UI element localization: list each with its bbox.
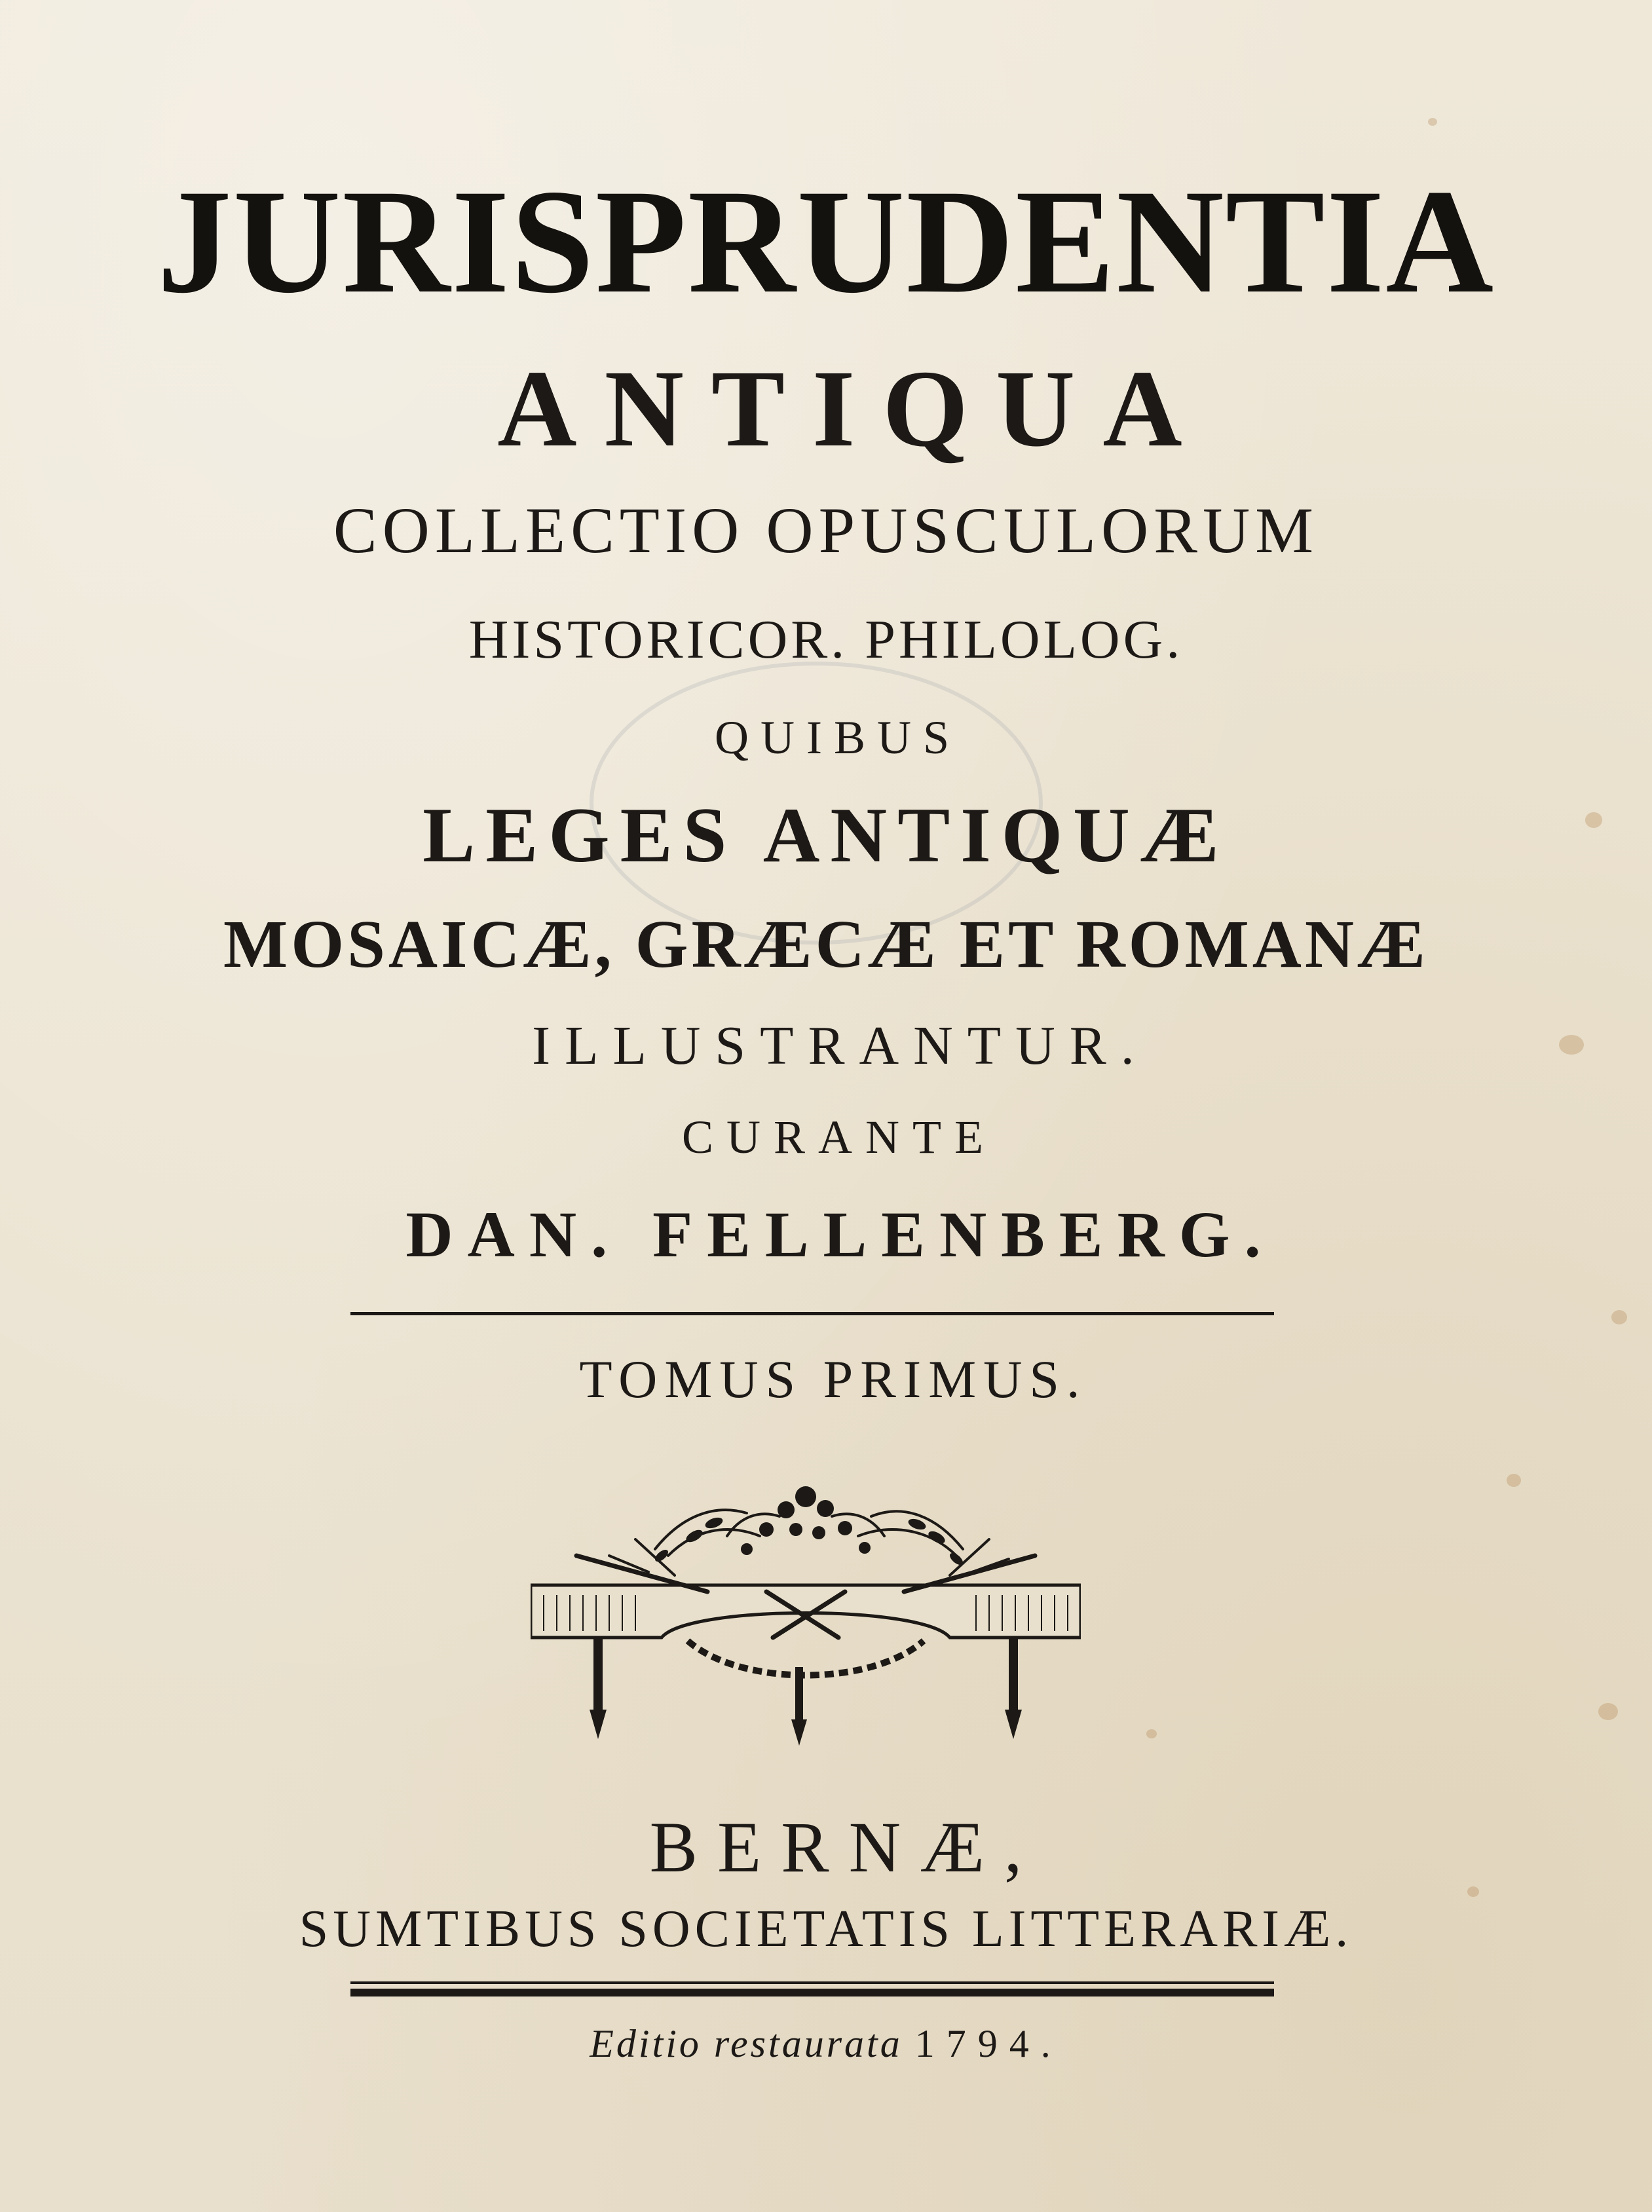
double-rule	[350, 1981, 1274, 1997]
quibus-line: QUIBUS	[714, 711, 962, 764]
author-name: DAN. FELLENBERG.	[405, 1198, 1275, 1271]
imprint-place: BERNÆ,	[649, 1807, 1042, 1887]
imprint-publisher: SUMTIBUS SOCIETATIS LITTERARIÆ.	[299, 1900, 1353, 1958]
foxing-spot	[1598, 1703, 1618, 1720]
foxing-spot	[1611, 1310, 1627, 1324]
edition-year: 1794.	[914, 2022, 1062, 2065]
double-rule-thin	[350, 1981, 1274, 1984]
divider-rule	[350, 1312, 1274, 1315]
collectio-line: COLLECTIO OPUSCULORUM	[333, 494, 1319, 567]
mosaicae-line: MOSAICÆ, GRÆCÆ ET ROMANÆ	[223, 907, 1429, 982]
volume-label: TOMUS PRIMUS.	[579, 1349, 1087, 1409]
curante-line: CURANTE	[682, 1111, 996, 1163]
foxing-spot	[1507, 1474, 1521, 1487]
foxing-spot	[1146, 1729, 1157, 1738]
foxing-spot	[1428, 118, 1437, 126]
title-subtitle: ANTIQUA	[497, 348, 1210, 470]
double-rule-thick	[350, 1989, 1274, 1996]
leges-line: LEGES ANTIQUÆ	[422, 791, 1230, 878]
foxing-spot	[1467, 1886, 1479, 1897]
title: JURISPRUDENTIA	[157, 159, 1495, 324]
illustrantur-line: ILLUSTRANTUR.	[532, 1015, 1149, 1076]
edition-line	[0, 2024, 1652, 2063]
ornamental-vignette-icon	[531, 1477, 1081, 1752]
historicor-line: HISTORICOR. PHILOLOG.	[468, 609, 1184, 670]
edition-text: Editio restaurata	[590, 2022, 903, 2065]
